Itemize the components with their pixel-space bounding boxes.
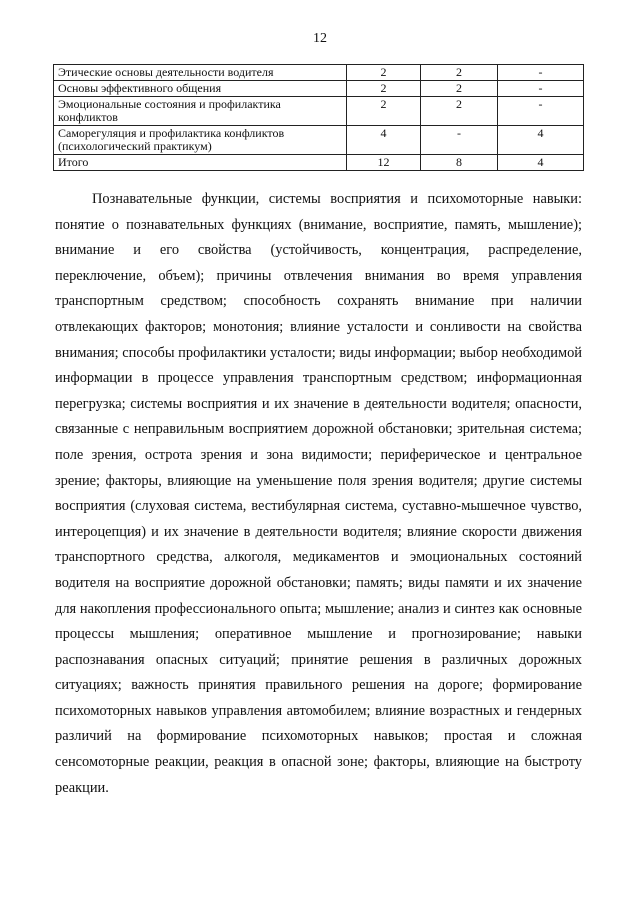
body-paragraph: Познавательные функции, системы восприятия и психомоторные навыки: понятие о познавательных функциях (внимание, восприятие, память, мышление); внимание и его свойства (устойчивость, концентрация, распределение, переключение, объем); причины отвлечения внимания во время управления транспортным средством; способность сохранять внимание при наличии отвлекающих факторов; монотония; влияние усталости и сонливости на свойства внимания; способы профилактики усталости; виды информации; выбор необходимой информации в процессе управления транспортным средством; информационная перегрузка; системы восприятия и их значение в деятельности водителя; опасности, связанные с неправильным восприятием дорожной обстановки; зрительная система; поле зрения, острота зрения и зона видимости; периферическое и центральное зрение; факторы, влияющие на уменьшение поля зрения водителя; другие системы восприятия (слуховая система, вестибулярная система, суставно-мышечное чувство, интероцепция) и их значение в деятельности водителя; влияние скорости движения транспортного средства, алкоголя, медикаментов и эмоциональных состояний водителя на восприятие дорожной обстановки; память; виды памяти и их значение для накопления профессионального опыта; мышление; анализ и синтез как основные процессы мышления; оперативное мышление и прогнозирование; навыки распознавания опасных ситуаций; принятие решения в различных дорожных ситуациях; важность принятия правильного решения на дороге; формирование психомоторных навыков управления автомобилем; влияние возрастных и гендерных различий на формирование психомоторных навыков; простая и сложная сенсомоторные реакции, реакция в опасной зоне; факторы, влияющие на быстроту реакции. bbox=[55, 191, 582, 796]
hours-total-cell: 2 bbox=[347, 97, 421, 126]
table-row bbox=[54, 65, 584, 81]
hours-practice-cell: 4 bbox=[498, 155, 584, 171]
hours-practice-cell: - bbox=[498, 97, 584, 126]
hours-theory-cell: 8 bbox=[421, 155, 498, 171]
hours-practice-cell: - bbox=[498, 65, 584, 81]
hours-theory-cell: 2 bbox=[421, 97, 498, 126]
topic-cell: Саморегуляция и профилактика конфликтов (психологический практикум) bbox=[54, 126, 347, 155]
page-number: 12 bbox=[313, 31, 327, 46]
hours-total-cell: 12 bbox=[347, 155, 421, 171]
hours-practice-cell: 4 bbox=[498, 126, 584, 155]
topic-cell: Основы эффективного общения bbox=[54, 81, 347, 97]
hours-total-cell: 2 bbox=[347, 81, 421, 97]
table-row bbox=[54, 126, 584, 155]
topic-cell: Эмоциональные состояния и профилактика конфликтов bbox=[54, 97, 347, 126]
hours-practice-cell: - bbox=[498, 81, 584, 97]
table-row-total bbox=[54, 155, 584, 171]
total-label-cell: Итого bbox=[54, 155, 347, 171]
hours-theory-cell: - bbox=[421, 126, 498, 155]
table-row bbox=[54, 97, 584, 126]
topic-cell: Этические основы деятельности водителя bbox=[54, 65, 347, 81]
hours-theory-cell: 2 bbox=[421, 65, 498, 81]
table-row bbox=[54, 81, 584, 97]
hours-total-cell: 2 bbox=[347, 65, 421, 81]
hours-theory-cell: 2 bbox=[421, 81, 498, 97]
curriculum-table bbox=[53, 64, 584, 171]
hours-total-cell: 4 bbox=[347, 126, 421, 155]
